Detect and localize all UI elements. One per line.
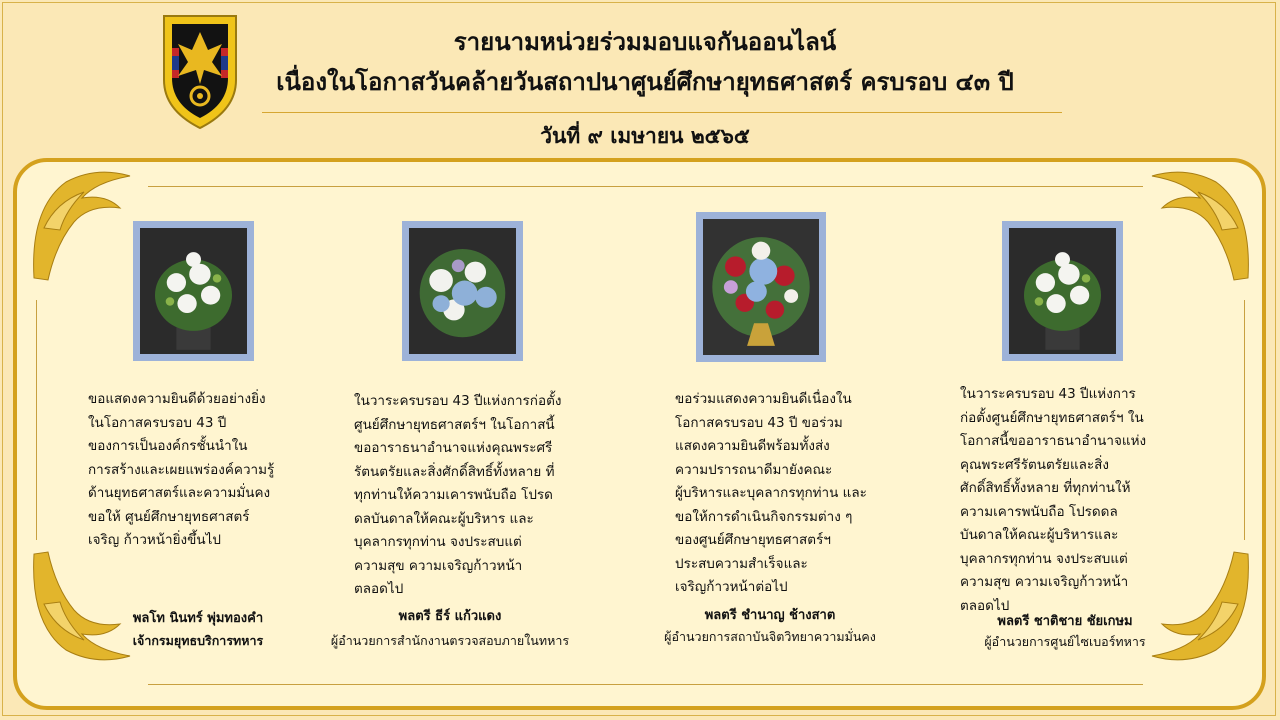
flower-photo-3 [696,212,826,362]
page-subtitle: เนื่องในโอกาสวันคล้ายวันสถาปนาศูนย์ศึกษายุทธศาสตร์ ครบรอบ ๔๓ ปี [276,68,1014,96]
signer-title-1: เจ้ากรมยุทธบริการทหาร [132,633,264,648]
signer-title-2: ผู้อำนวยการสำนักงานตรวจสอบภายในทหาร [330,633,570,648]
header-divider [262,112,1062,113]
signer-name-4: พลตรี ชาติชาย ชัยเกษม [997,614,1133,629]
page-title: รายนามหน่วยร่วมมอบแจกันออนไลน์ [453,28,837,56]
message-3: ขอร่วมแสดงความยินดีเนื่องใน โอกาสครบรอบ 43 ปี ขอร่วม แสดงความยินดีพร้อมทั้งส่ง ความปรารถนาดีมายังคณะ ผู้บริหารและบุคลากรทุกท่าน และ ขอให้การดำเนินกิจกรรมต่าง ๆ ของศูนย์ศึกษายุทธศาสตร์ฯ ประสบความสำเร็จและ เจริญก้าวหน้าต่อไป [675,391,867,595]
panel-left-line [36,300,37,540]
military-emblem-logo [160,10,240,130]
panel-bottom-line [148,684,1143,685]
signer-title-4: ผู้อำนวยการศูนย์ไซเบอร์ทหาร [984,634,1146,649]
flower-photo-1 [133,221,254,361]
message-4: ในวาระครบรอบ 43 ปีแห่งการ ก่อตั้งศูนย์ศึกษายุทธศาสตร์ฯ ใน โอกาสนี้ขออาราธนาอำนาจแห่ง คุณพระศรีรัตนตรัยและสิ่ง ศักดิ์สิทธิ์ทั้งหลาย ที่ทุกท่านให้ ความเคารพนับถือ โปรดดล บันดาลให้คณะผู้บริหารและ บุคลากรทุกท่าน จงประสบแต่ ความสุข ความเจริญก้าวหน้า ตลอดไป [960,386,1147,614]
corner-ornament-top-right [1146,168,1256,288]
signer-title-3: ผู้อำนวยการสถาบันจิตวิทยาความมั่นคง [664,629,876,644]
signer-name-1: พลโท นินทร์ พุ่มทองคำ [132,611,264,626]
panel-top-line [148,186,1143,187]
corner-ornament-top-left [26,168,136,288]
signer-name-2: พลตรี ธีร์ แก้วแดง [398,609,502,624]
panel-right-line [1244,300,1245,540]
signer-name-3: พลตรี ชำนาญ ช้างสาต [704,608,836,623]
flower-photo-4 [1002,221,1123,361]
event-date: วันที่ ๙ เมษายน ๒๕๖๕ [540,124,750,148]
message-2: ในวาระครบรอบ 43 ปีแห่งการก่อตั้ง ศูนย์ศึกษายุทธศาสตร์ฯ ในโอกาสนี้ ขออาราธนาอำนาจแห่งคุณพระศรี รัตนตรัยและสิ่งศักดิ์สิทธิ์ทั้งหลาย ที่ ทุกท่านให้ความเคารพนับถือ โปรด ดลบันดาลให้คณะผู้บริหาร และ บุคลากรทุกท่าน จงประสบแต่ ความสุข ความเจริญก้าวหน้า ตลอดไป [354,393,562,597]
flower-photo-2 [402,221,523,361]
message-1: ขอแสดงความยินดีด้วยอย่างยิ่ง ในโอกาสครบรอบ 43 ปี ของการเป็นองค์กรชั้นนำใน การสร้างและเผยแพร่องค์ความรู้ ด้านยุทธศาสตร์และความมั่นคง ขอให้ ศูนย์ศึกษายุทธศาสตร์ เจริญ ก้าวหน้ายิ่งขึ้นไป [88,391,275,548]
